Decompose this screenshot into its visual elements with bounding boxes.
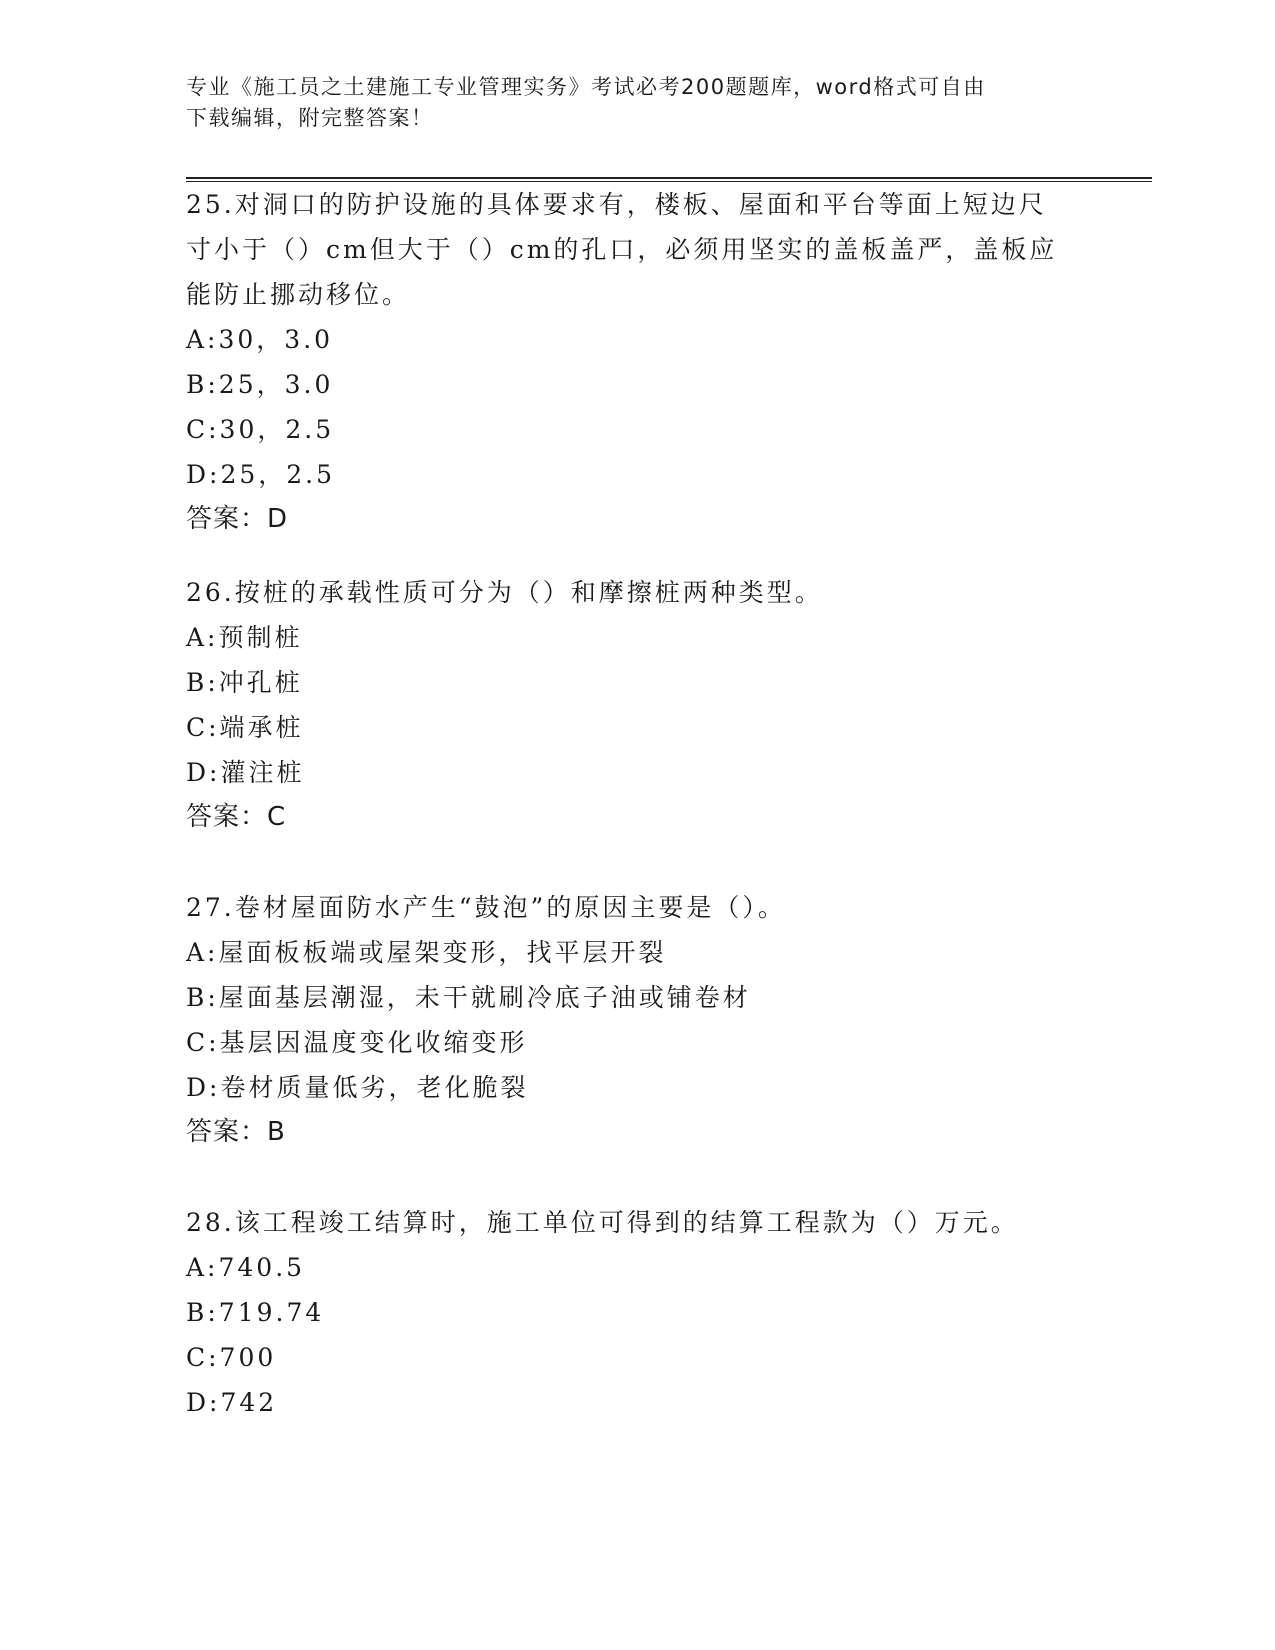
question-28 bbox=[186, 1200, 1066, 1425]
option-d: D:卷材质量低劣，老化脆裂 bbox=[186, 1073, 529, 1102]
question-26 bbox=[186, 570, 1066, 840]
option-c: C:基层因温度变化收缩变形 bbox=[186, 1028, 528, 1057]
option-d: D:25，2.5 bbox=[186, 460, 336, 489]
option-d: D:灌注桩 bbox=[186, 758, 305, 787]
option-b: B:冲孔桩 bbox=[186, 668, 303, 697]
option-a: A:屋面板板端或屋架变形，找平层开裂 bbox=[186, 938, 667, 967]
question-stem: 25.对洞口的防护设施的具体要求有，楼板、屋面和平台等面上短边尺寸小于（）cm但大于（）cm的孔口，必须用坚实的盖板盖严，盖板应能防止挪动移位。 bbox=[186, 190, 1058, 309]
question-27 bbox=[186, 885, 1066, 1155]
option-a: A:740.5 bbox=[186, 1253, 306, 1282]
answer-line: 答案：C bbox=[186, 802, 287, 832]
option-b: B:25，3.0 bbox=[186, 370, 334, 399]
option-c: C:端承桩 bbox=[186, 713, 304, 742]
document-header bbox=[186, 72, 1066, 134]
option-c: C:700 bbox=[186, 1343, 277, 1372]
header-line-2: 下载编辑，附完整答案！ bbox=[186, 106, 434, 130]
option-b: B:屋面基层潮湿，未干就刷冷底子油或铺卷材 bbox=[186, 983, 751, 1012]
question-stem: 27.卷材屋面防水产生“鼓泡”的原因主要是（）。 bbox=[186, 893, 786, 922]
header-line-1: 专业《施工员之土建施工专业管理实务》考试必考200题题库，word格式可自由 bbox=[186, 75, 986, 99]
question-stem: 26.按桩的承载性质可分为（）和摩擦桩两种类型。 bbox=[186, 578, 823, 607]
question-stem: 28.该工程竣工结算时，施工单位可得到的结算工程款为（）万元。 bbox=[186, 1208, 1019, 1237]
answer-line: 答案：D bbox=[186, 504, 289, 534]
question-25 bbox=[186, 182, 1066, 542]
option-a: A:30，3.0 bbox=[186, 325, 334, 354]
option-a: A:预制桩 bbox=[186, 623, 303, 652]
option-d: D:742 bbox=[186, 1388, 278, 1417]
option-b: B:719.74 bbox=[186, 1298, 325, 1327]
option-c: C:30，2.5 bbox=[186, 415, 335, 444]
answer-line: 答案：B bbox=[186, 1117, 286, 1147]
